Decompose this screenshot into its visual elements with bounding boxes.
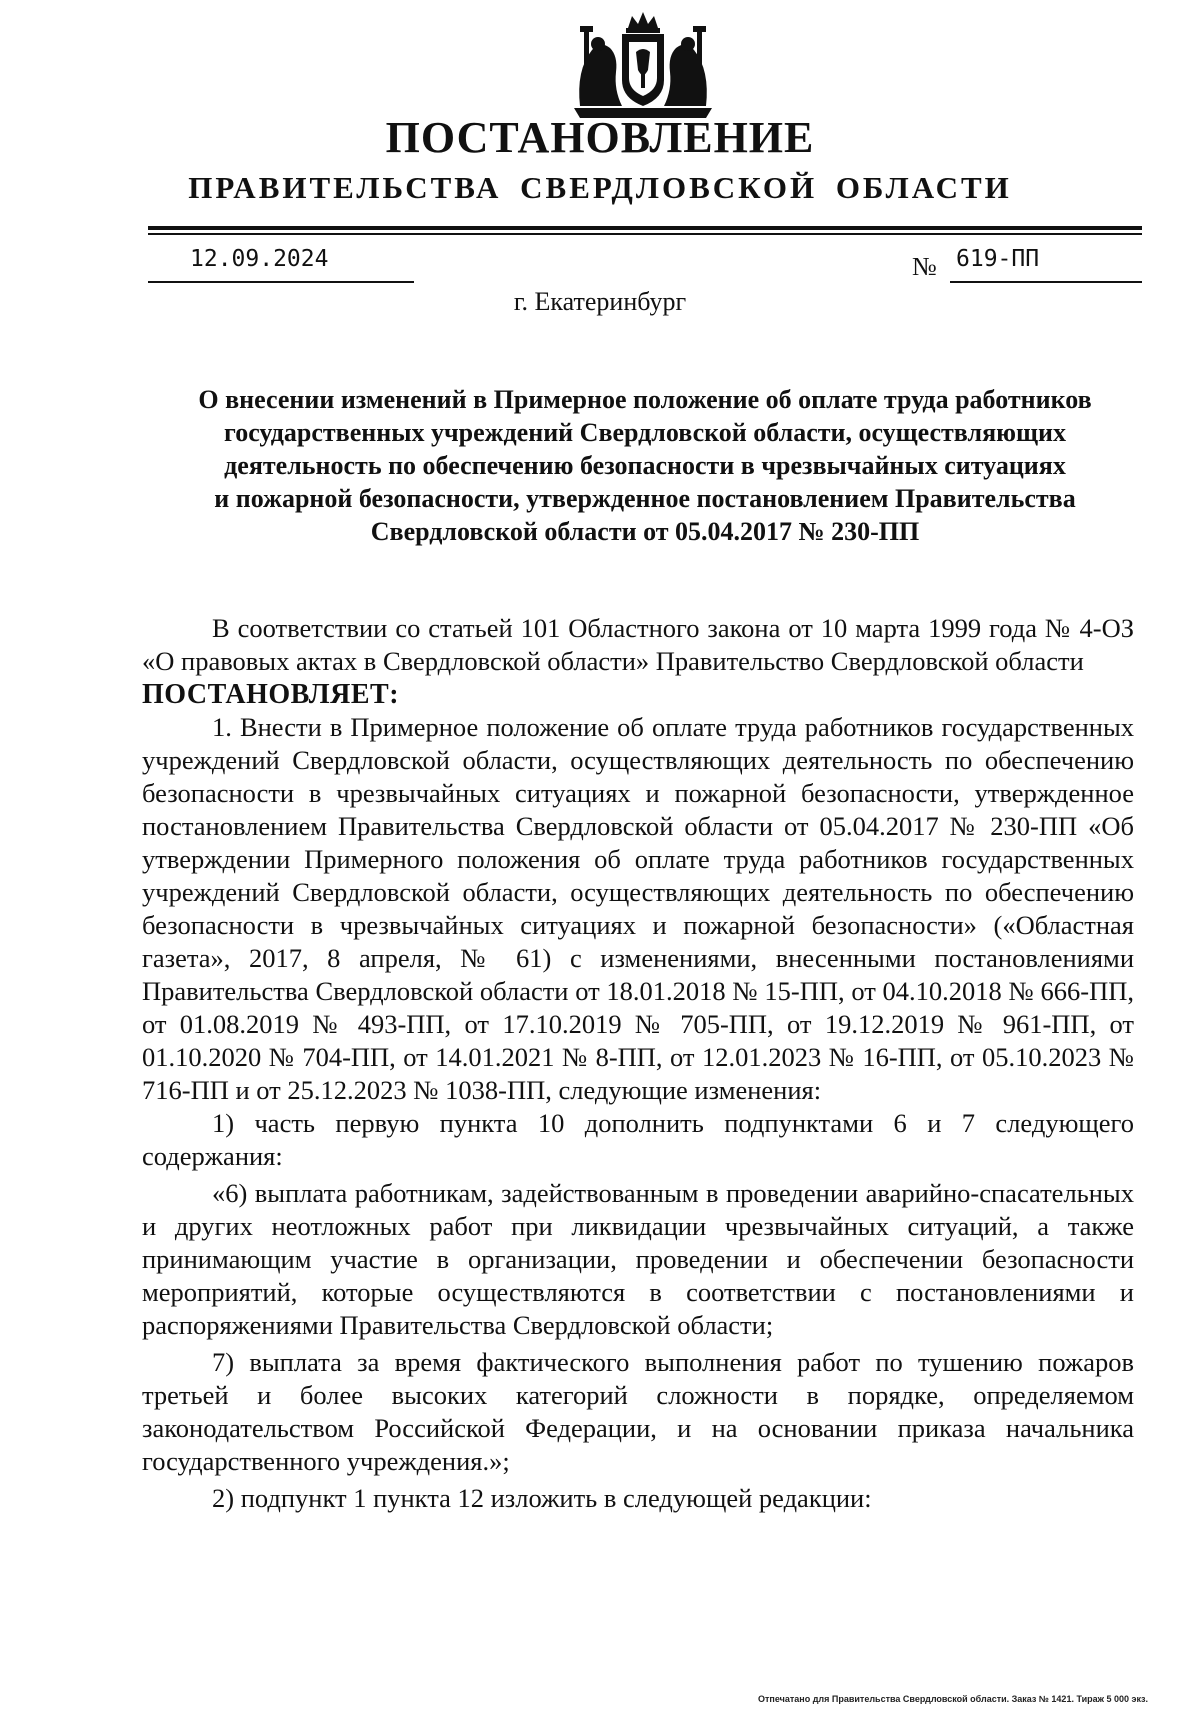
print-note: Отпечатано для Правительства Свердловской области. Заказ № 1421. Тираж 5 000 экз. <box>758 1694 1148 1704</box>
paragraph-1: 1. Внести в Примерное положение об оплате труда работников государственных учреждений Свердловской области, осуществляющих деятельность по обеспечению безопасности в чрезвычайных ситуациях и пожарной безопасности, утвержденное постановлением Правительства Свердловской области от 05.04.2017 № 230-ПП «Об утверждении Примерного положения об оплате труда работников государственных учреждений Свердловской области, осуществляющих деятельность по обеспечению безопасности в чрезвычайных ситуациях и пожарной безопасности» («Областная газета», 2017, 8 апреля, № 61) с изменениями, внесенными постановлениями Правительства Свердловской области от 18.01.2018 № 15-ПП, от 04.10.2018 № 666-ПП, от 01.08.2019 № 493-ПП, от 17.10.2019 № 705-ПП, от 19.12.2019 № 961-ПП, от 01.10.2020 № 704-ПП, от 14.01.2021 № 8-ПП, от 12.01.2023 № 16-ПП, от 05.10.2023 № 716-ПП и от 25.12.2023 № 1038-ПП, следующие изменения: <box>142 712 1134 1105</box>
document-heading <box>140 383 1150 548</box>
header-divider <box>148 226 1142 230</box>
heading-line: О внесении изменений в Примерное положение об оплате труда работников <box>198 385 1092 414</box>
document-number: 619-ПП <box>956 246 1040 272</box>
document-date: 12.09.2024 <box>190 246 329 272</box>
paragraph-5: 2) подпункт 1 пункта 12 изложить в следующей редакции: <box>212 1483 872 1513</box>
paragraph-2: 1) часть первую пункта 10 дополнить подпунктами 6 и 7 следующего содержания: <box>142 1108 1134 1171</box>
heading-line: государственных учреждений Свердловской области, осуществляющих <box>224 418 1066 447</box>
paragraph-3: «6) выплата работникам, задействованным в проведении аварийно-спасательных и других неотложных работ при ликвидации чрезвычайных ситуаций, а также принимающим участие в организации, проведении и обеспечении безопасности мероприятий, которые осуществляются в соответствии с постановлениями и распоряжениями Правительства Свердловской области; <box>142 1178 1134 1340</box>
decree-word: ПОСТАНОВЛЯЕТ: <box>142 679 400 710</box>
header-divider-thin <box>148 233 1142 235</box>
document-title: ПОСТАНОВЛЕНИЕ <box>385 113 815 162</box>
document-body <box>142 612 1134 1515</box>
heading-line: Свердловской области от 05.04.2017 № 230-ПП <box>370 517 920 546</box>
heading-line: и пожарной безопасности, утвержденное постановлением Правительства <box>214 484 1076 513</box>
heading-line: деятельность по обеспечению безопасности в чрезвычайных ситуациях <box>224 451 1066 480</box>
document-city: г. Екатеринбург <box>513 287 687 316</box>
number-sign: № <box>912 252 937 281</box>
date-underline <box>148 281 414 283</box>
preamble-paragraph: В соответствии со статьей 101 Областного закона от 10 марта 1999 года № 4-ОЗ «О правовых актах в Свердловской области» Правительство Свердловской области <box>142 613 1134 676</box>
document-issuer: ПРАВИТЕЛЬСТВА СВЕРДЛОВСКОЙ ОБЛАСТИ <box>188 170 1012 205</box>
number-underline <box>950 281 1142 283</box>
coat-of-arms-icon <box>566 10 720 122</box>
paragraph-4: 7) выплата за время фактического выполнения работ по тушению пожаров третьей и более высоких категорий сложности в порядке, определяемом законодательством Российской Федерации, и на основании приказа начальника государственного учреждения.»; <box>142 1347 1134 1476</box>
